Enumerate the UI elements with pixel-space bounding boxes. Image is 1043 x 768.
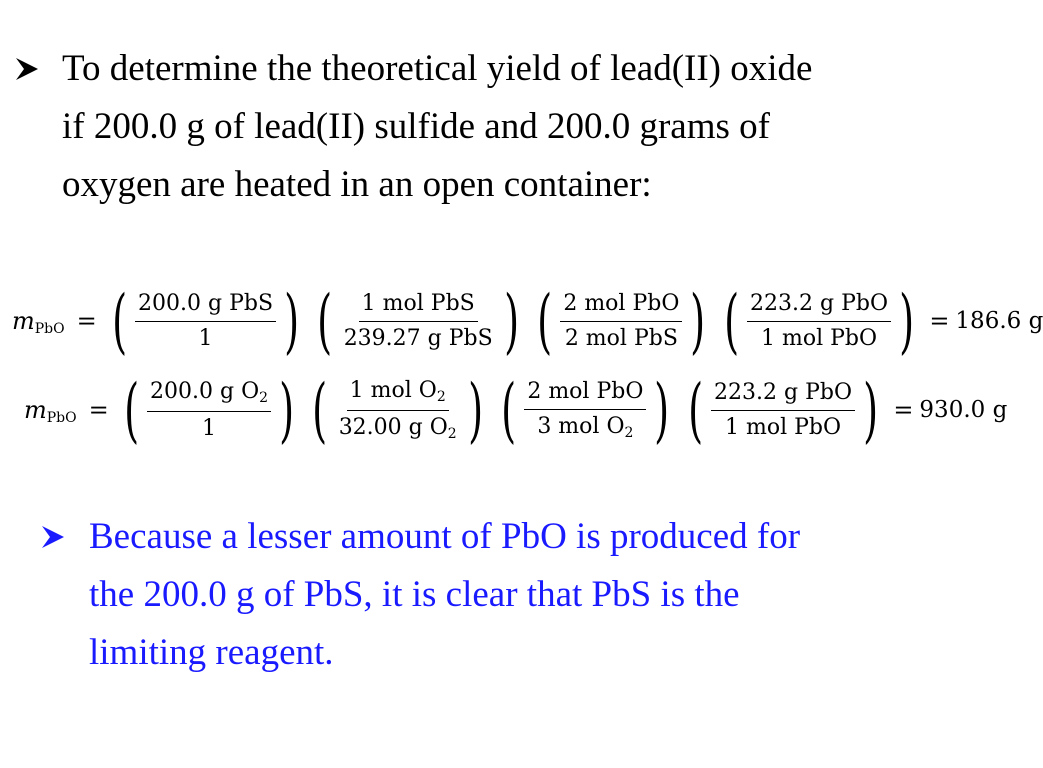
equals-sign: = (88, 396, 109, 424)
equation-result: 930.0 g (919, 397, 1008, 423)
equation-lhs (24, 396, 77, 424)
mass-symbol: m (12, 307, 35, 335)
numerator: 2 mol PbO (560, 289, 682, 322)
arrow-bullet-icon (40, 524, 80, 550)
factor: ( $\frac{\text{223.2 g PbO}}{\text{1 mol PbO}}$ ) (723, 280, 915, 362)
equation-result: 186.6 g (955, 308, 1043, 334)
denominator: 1 (202, 415, 217, 441)
bullet-conclusion-text (89, 508, 800, 682)
factor: ( $\frac{\text{200.0 g PbS}}{1}$ ) (111, 280, 300, 362)
bullet-intro-text (62, 40, 812, 214)
equals-sign: = (76, 307, 97, 335)
equation-pbs (12, 280, 1043, 362)
factor: ( $\frac{\text{1 mol PbS}}{\text{239.27 g PbS}}$ ) (317, 280, 519, 362)
numerator: 1 mol O2 (347, 376, 449, 411)
equals-sign: = (893, 396, 914, 424)
mass-symbol: m (24, 396, 47, 424)
bullet-line: limiting reagent. (89, 632, 334, 673)
denominator: 1 mol PbO (760, 325, 878, 351)
denominator: 1 mol PbO (724, 414, 842, 440)
denominator: 239.27 g PbS (343, 325, 493, 351)
equation-o2 (24, 369, 1008, 451)
numerator: 1 mol PbS (359, 289, 478, 322)
factor: ( $\frac{\text{223.2 g PbO}}{\text{1 mol PbO}}$ ) (687, 369, 879, 451)
bullet-line: Because a lesser amount of PbO is produced for (89, 516, 801, 557)
bullet-line: if 200.0 g of lead(II) sulfide and 200.0 grams of (62, 106, 770, 147)
mass-subscript: PbO (34, 321, 65, 337)
bullet-intro (14, 40, 1004, 214)
bullet-conclusion (40, 508, 990, 682)
arrow-bullet-icon (14, 56, 54, 82)
factor: ( $\frac{\text{2 mol PbO}}{\text{3 mol O2}}$ ) (501, 369, 670, 451)
bullet-line: To determine the theoretical yield of lead(II) oxide (62, 48, 813, 89)
bullet-line: the 200.0 g of PbS, it is clear that PbS is the (89, 574, 740, 615)
factor: ( $\frac{\text{1 mol O2}}{\text{32.00 g O2}}$ ) (312, 369, 483, 451)
numerator: 200.0 g PbS (135, 289, 276, 322)
equation-lhs (12, 307, 65, 335)
denominator: 2 mol PbS (564, 325, 678, 351)
factor: ( $\frac{\text{2 mol PbO}}{\text{2 mol PbS}}$ ) (537, 280, 706, 362)
denominator: 1 (198, 325, 213, 351)
numerator: 223.2 g PbO (747, 289, 891, 322)
factor: ( $\frac{\text{200.0 g O2}}{1}$ ) (123, 369, 295, 451)
numerator: 223.2 g PbO (711, 378, 855, 411)
denominator: 3 mol O2 (537, 413, 634, 441)
denominator: 32.00 g O2 (338, 414, 457, 442)
mass-subscript: PbO (46, 410, 77, 426)
numerator: 200.0 g O2 (147, 377, 271, 412)
equals-sign: = (929, 307, 950, 335)
bullet-line: oxygen are heated in an open container: (62, 164, 652, 205)
numerator: 2 mol PbO (524, 377, 646, 410)
